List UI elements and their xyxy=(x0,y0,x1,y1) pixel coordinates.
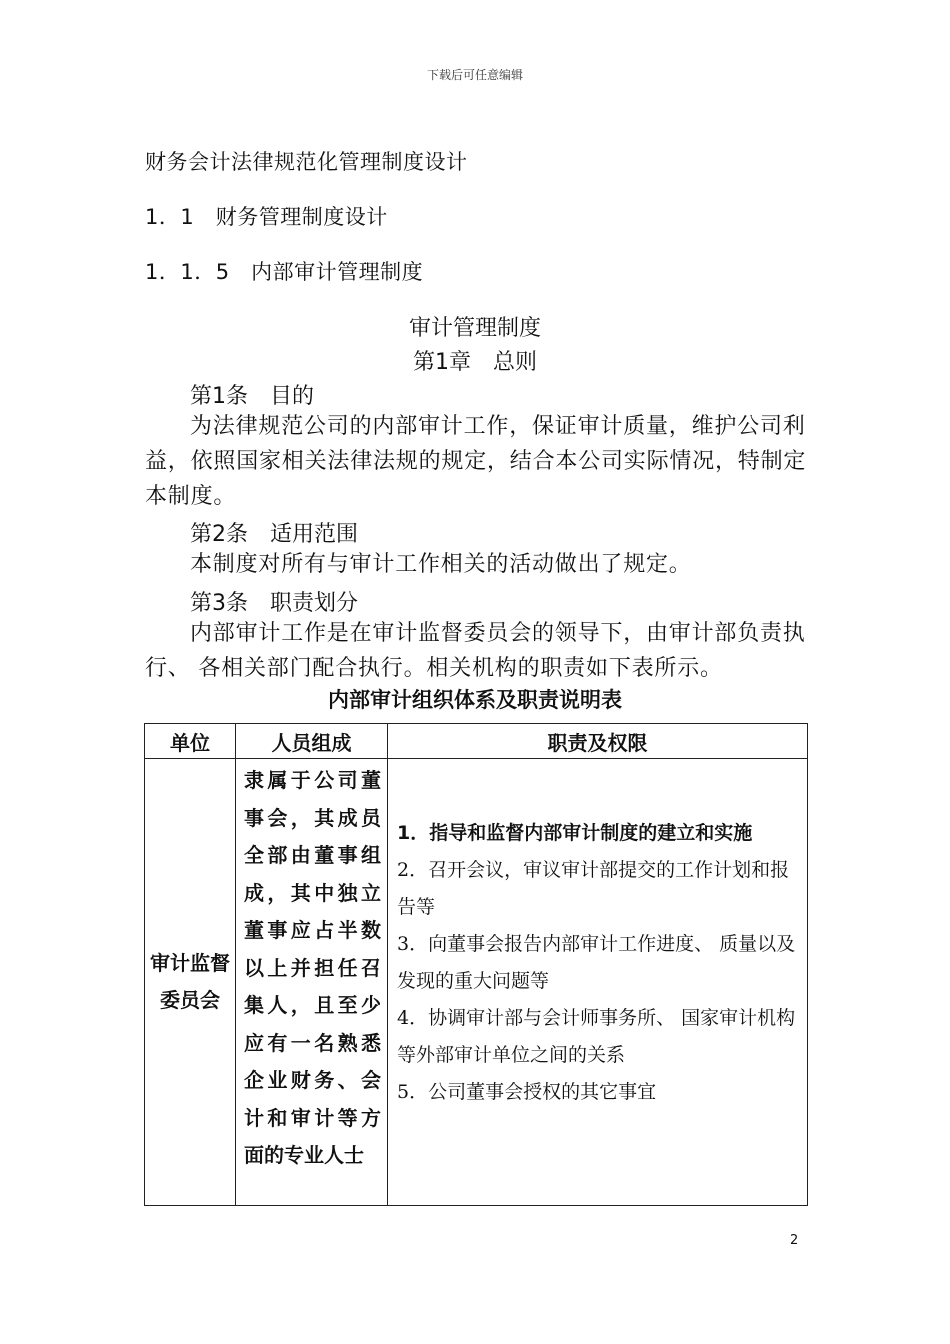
table-title: 内部审计组织体系及职责说明表 xyxy=(328,688,622,712)
duty-item: 1．指导和监督内部审计制度的建立和实施 xyxy=(397,822,753,844)
duty-item: 5．公司董事会授权的其它事宜 xyxy=(397,1081,657,1103)
doc-title: 审计管理制度 xyxy=(408,316,541,341)
members-cell: 隶属于公司董事会，其成员全部由董事组成，其中独立董事应占半数以上并担任召集人，且至少应有一名熟悉企业财务、会计和审计等方面的专业人士 xyxy=(236,759,388,1206)
duty-item: 2．召开会议，审议审计部提交的工作计划和报告等 xyxy=(397,859,790,918)
chapter-title: 第1章 总则 xyxy=(413,350,537,375)
article-3-title: 第3条 职责划分 xyxy=(190,591,358,616)
duty-item: 4．协调审计部与会计师事务所、 国家审计机构等外部审计单位之间的关系 xyxy=(397,1007,796,1066)
unit-cell: 审计监督委员会 xyxy=(145,759,236,1206)
section-heading-1: 财务会计法律规范化管理制度设计 xyxy=(145,150,468,174)
duty-table xyxy=(144,723,808,1206)
article-2-body: 本制度对所有与审计工作相关的活动做出了规定。 xyxy=(190,552,692,577)
table-row xyxy=(145,759,808,1206)
article-1-body: 为法律规范公司的内部审计工作，保证审计质量，维护公司利益，依照国家相关法律法规的规定，结合本公司实际情况，特制定本制度。 xyxy=(145,414,807,509)
article-3-body: 内部审计工作是在审计监督委员会的领导下，由审计部负责执行、 各相关部门配合执行。相关机构的职责如下表所示。 xyxy=(145,621,806,681)
header-note: 下载后可任意编辑 xyxy=(426,68,523,82)
page-number: 2 xyxy=(790,1233,799,1248)
column-header-members: 人员组成 xyxy=(236,724,388,759)
article-1-title: 第1条 目的 xyxy=(190,384,314,409)
column-header-unit: 单位 xyxy=(145,724,236,759)
duty-item: 3．向董事会报告内部审计工作进度、 质量以及发现的重大问题等 xyxy=(397,933,796,992)
column-header-duties: 职责及权限 xyxy=(388,724,808,759)
section-heading-3: 1．1．5 内部审计管理制度 xyxy=(145,260,424,284)
section-heading-2: 1．1 财务管理制度设计 xyxy=(145,205,388,229)
table-header-row xyxy=(145,724,808,759)
duties-cell xyxy=(388,759,808,1206)
article-2-title: 第2条 适用范围 xyxy=(190,522,358,547)
